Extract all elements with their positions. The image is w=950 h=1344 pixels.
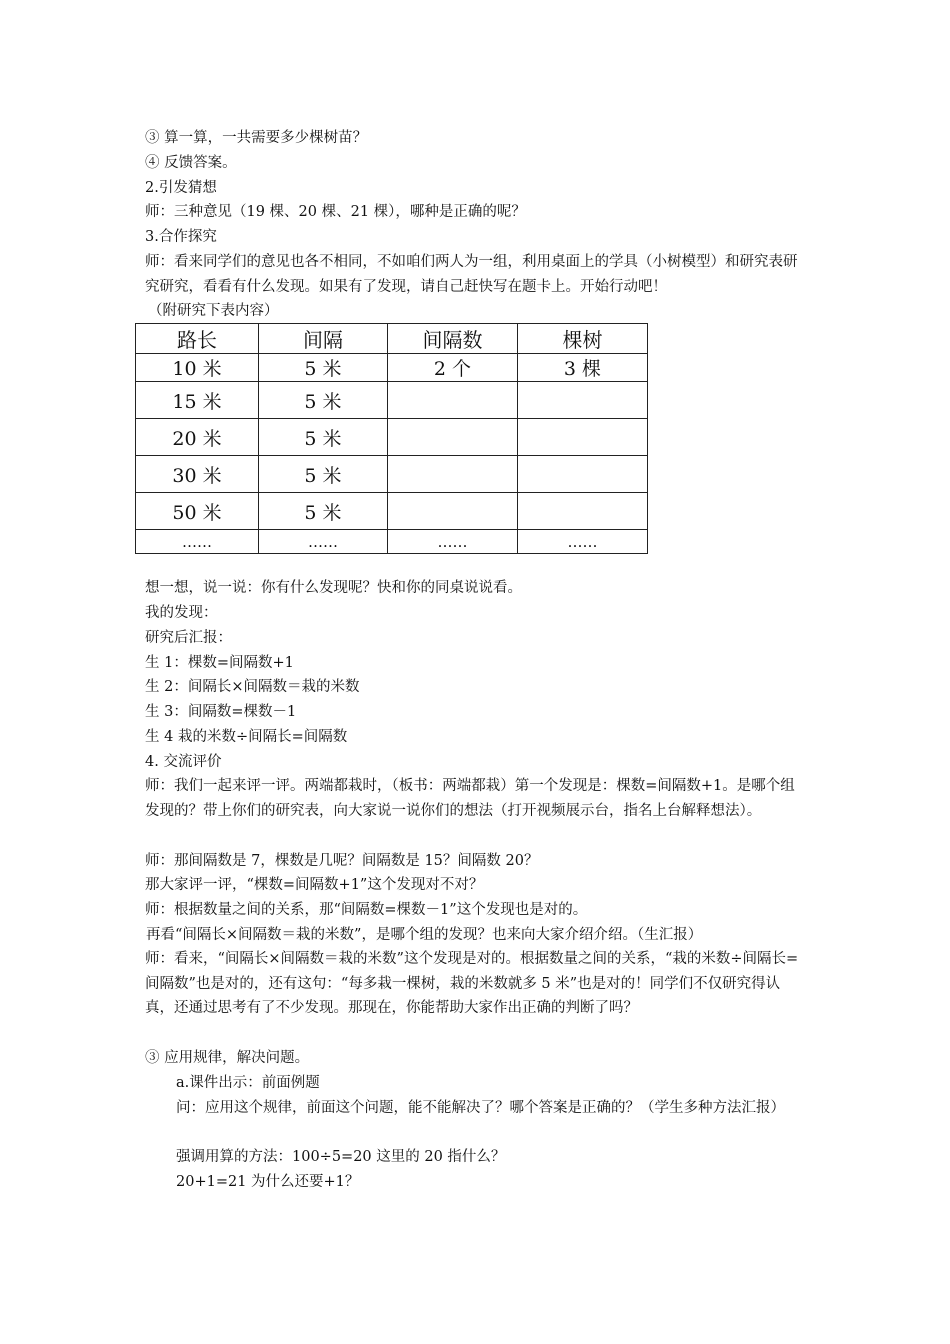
my-findings: 我的发现： xyxy=(145,605,218,621)
table-note: （附研究下表内容） xyxy=(148,303,279,319)
header-road-length: 路长 xyxy=(136,324,259,354)
table-header-row xyxy=(136,324,648,354)
teacher-interval-question: 师：那间隔数是 7，棵数是几呢？间隔数是 15？间隔数 20？ xyxy=(145,853,539,869)
table-row-ellipsis xyxy=(136,530,648,554)
table-cell xyxy=(518,419,648,456)
table-cell: …… xyxy=(518,530,648,554)
teacher-evaluate-paragraph: 师：我们一起来评一评。两端都栽时，（板书：两端都栽）第一个发现是：棵数=间隔数+1。是哪个组发现的？带上你们的研究表，向大家说一说你们的想法（打开视频展示台，指名上台解释想法）。 xyxy=(145,778,795,819)
header-interval: 间隔 xyxy=(259,324,388,354)
evaluate-finding-1: 那大家评一评，“棵数=间隔数+1”这个发现对不对？ xyxy=(145,877,484,893)
report-after-research: 研究后汇报： xyxy=(145,630,232,646)
table-cell xyxy=(388,456,518,493)
research-table xyxy=(135,323,648,554)
table-cell xyxy=(388,493,518,530)
table-cell: 30 米 xyxy=(136,456,259,493)
step-calculate: ③ 算一算，一共需要多少棵树苗？ xyxy=(145,130,368,146)
table-cell: 5 米 xyxy=(259,382,388,419)
table-cell xyxy=(388,419,518,456)
think-and-say: 想一想，说一说：你有什么发现呢？快和你的同桌说说看。 xyxy=(145,580,522,596)
table-cell: …… xyxy=(388,530,518,554)
section-evaluate-heading: 4. 交流评价 xyxy=(145,754,222,770)
student-2-finding: 生 2：间隔长×间隔数＝栽的米数 xyxy=(145,679,360,695)
apply-calc-why-plus-one: 20+1=21 为什么还要+1？ xyxy=(176,1174,360,1190)
table-cell: 5 米 xyxy=(259,354,388,382)
apply-question: 问：应用这个规律，前面这个问题，能不能解决了？哪个答案是正确的？（学生多种方法汇报） xyxy=(176,1100,785,1116)
header-interval-count: 间隔数 xyxy=(388,324,518,354)
header-tree-count: 棵树 xyxy=(518,324,648,354)
table-row xyxy=(136,382,648,419)
table-cell: …… xyxy=(136,530,259,554)
student-4-finding: 生 4 栽的米数÷间隔长=间隔数 xyxy=(145,729,348,745)
table-cell: 5 米 xyxy=(259,493,388,530)
teacher-conclusion-paragraph: 师：看来，“间隔长×间隔数＝栽的米数”这个发现是对的。根据数量之间的关系，“栽的米数÷间隔长=间隔数”也是对的，还有这句：“每多栽一棵树，栽的米数就多 5 米”也是对的！同学们不仅研究得认真，还通过思考有了不少发现。那现在，你能帮助大家作出正确的判断了吗？ xyxy=(145,951,799,1017)
step-feedback: ④ 反馈答案。 xyxy=(145,155,237,171)
table-cell: 10 米 xyxy=(136,354,259,382)
table-cell: …… xyxy=(259,530,388,554)
section-explore-heading: 3.合作探究 xyxy=(145,229,217,245)
table-row xyxy=(136,493,648,530)
table-cell xyxy=(518,456,648,493)
table-cell xyxy=(388,382,518,419)
table-row xyxy=(136,354,648,382)
table-cell: 50 米 xyxy=(136,493,259,530)
table-cell: 5 米 xyxy=(259,456,388,493)
table-cell: 3 棵 xyxy=(518,354,648,382)
apply-courseware: a.课件出示：前面例题 xyxy=(176,1075,320,1091)
table-cell: 2 个 xyxy=(388,354,518,382)
teacher-finding-3-correct: 师：根据数量之间的关系，那“间隔数=棵数－1”这个发现也是对的。 xyxy=(145,902,588,918)
teacher-explore-paragraph: 师：看来同学们的意见也各不相同，不如咱们两人为一组，利用桌面上的学具（小树模型）和研究表研究研究，看看有什么发现。如果有了发现，请自己赶快写在题卡上。开始行动吧！ xyxy=(145,254,798,295)
review-finding-2: 再看“间隔长×间隔数＝栽的米数”，是哪个组的发现？也来向大家介绍介绍。（生汇报） xyxy=(146,927,703,943)
student-3-finding: 生 3：间隔数=棵数－1 xyxy=(145,704,297,720)
table-cell: 15 米 xyxy=(136,382,259,419)
table-cell xyxy=(518,382,648,419)
student-1-finding: 生 1：棵数=间隔数+1 xyxy=(145,655,294,671)
table-cell xyxy=(518,493,648,530)
table-row xyxy=(136,419,648,456)
apply-calc-emphasis: 强调用算的方法：100÷5=20 这里的 20 指什么？ xyxy=(176,1149,506,1165)
section-apply-heading: ③ 应用规律，解决问题。 xyxy=(145,1050,310,1066)
table-row xyxy=(136,456,648,493)
teacher-three-opinions: 师：三种意见（19 棵、20 棵、21 棵），哪种是正确的呢？ xyxy=(145,204,526,220)
section-guess-heading: 2.引发猜想 xyxy=(145,180,217,196)
table-cell: 20 米 xyxy=(136,419,259,456)
table-cell: 5 米 xyxy=(259,419,388,456)
